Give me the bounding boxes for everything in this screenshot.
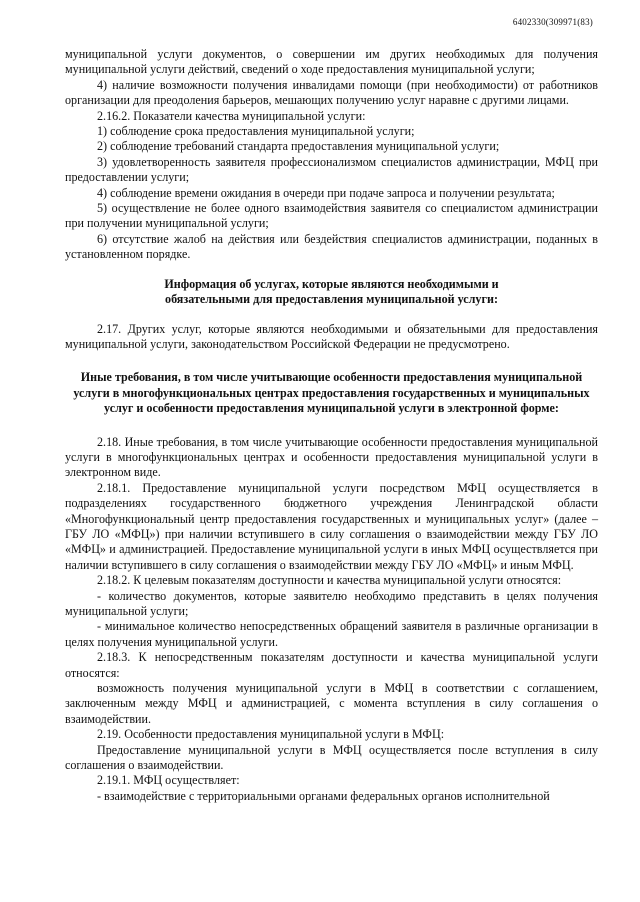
paragraph: 2.18. Иные требования, в том числе учитывающие особенности предоставления муниципальной услуги в многофункциональных центрах и особенности предоставления муниципальной услуги в электронном виде.: [65, 434, 598, 480]
paragraph: 2.17. Других услуг, которые являются необходимыми и обязательными для предоставления муниципальной услуги, законодательством Российской Федерации не предусмотрено.: [65, 321, 598, 351]
list-item: 2) соблюдение требований стандарта предоставления муниципальной услуги;: [97, 139, 500, 154]
list-item: 3) удовлетворенность заявителя профессионализмом специалистов администрации, МФЦ при предоставлении услуги;: [65, 154, 598, 185]
list-item: - взаимодействие с территориальными органами федеральных органов исполнительной: [97, 788, 550, 803]
section-heading: Информация об услугах, которые являются необходимыми и обязательными для предоставления муниципальной услуги:: [164, 276, 499, 307]
list-item: - минимальное количество непосредственных обращений заявителя в различные организации в целях получения муниципальной услуги.: [65, 619, 598, 649]
paragraph: 4) наличие возможности получения инвалидами помощи (при необходимости) от работников организации для преодоления барьеров, мешающих получению услуг наравне с другими лицами.: [65, 77, 598, 108]
document-number: 6402330(309971(83): [512, 17, 593, 27]
paragraph: 2.18.3. К непосредственным показателям доступности и качества муниципальной услуги относятся:: [65, 650, 598, 680]
paragraph: 2.18.2. К целевым показателям доступности и качества муниципальной услуги относятся:: [97, 573, 562, 588]
paragraph: муниципальной услуги документов, о совершении им других необходимых для получения муниципальной услуги действий, сведений о ходе предоставления муниципальной услуги;: [65, 47, 598, 77]
paragraph: 2.16.2. Показатели качества муниципальной услуги:: [97, 108, 366, 123]
paragraph: 2.19.1. МФЦ осуществляет:: [97, 773, 240, 788]
list-item: - количество документов, которые заявителю необходимо представить в целях получения муниципальной услуги;: [65, 588, 598, 618]
document-body: [65, 47, 598, 804]
section-heading: Иные требования, в том числе учитывающие особенности предоставления муниципальной услуги в многофункциональных центрах предоставления государственных и муниципальных услуг и особенности предоставления муниципальной услуги в электронной форме:: [73, 370, 590, 416]
list-item: 4) соблюдение времени ожидания в очереди при подаче запроса и получении результата;: [97, 185, 555, 200]
list-item: 1) соблюдение срока предоставления муниципальной услуги;: [97, 124, 415, 139]
paragraph: Предоставление муниципальной услуги в МФЦ осуществляется после вступления в силу соглашения о взаимодействии.: [65, 742, 598, 773]
paragraph: 2.18.1. Предоставление муниципальной услуги посредством МФЦ осуществляется в подразделениях государственного бюджетного учреждения Ленинградской области «Многофункциональный центр предоставления государственных и муниципальных услуг» (далее – ГБУ ЛО «МФЦ») при наличии вступившего в силу соглашения о взаимодействии между ГБУ ЛО «МФЦ» и администрацией. Предоставление муниципальной услуги в иных МФЦ осуществляется при наличии вступившего в силу соглашения о взаимодействии между ГБУ ЛО «МФЦ» и иным МФЦ.: [65, 480, 598, 572]
paragraph: возможность получения муниципальной услуги в МФЦ в соответствии с соглашением, заключенным между МФЦ и администрацией, с момента вступления в силу соглашения о взаимодействии.: [65, 681, 598, 726]
paragraph: 2.19. Особенности предоставления муниципальной услуги в МФЦ:: [97, 727, 445, 742]
list-item: 6) отсутствие жалоб на действия или бездействия специалистов администрации, поданных в установленном порядке.: [65, 231, 598, 262]
list-item: 5) осуществление не более одного взаимодействия заявителя со специалистом администрации при получении муниципальной услуги;: [65, 201, 598, 231]
